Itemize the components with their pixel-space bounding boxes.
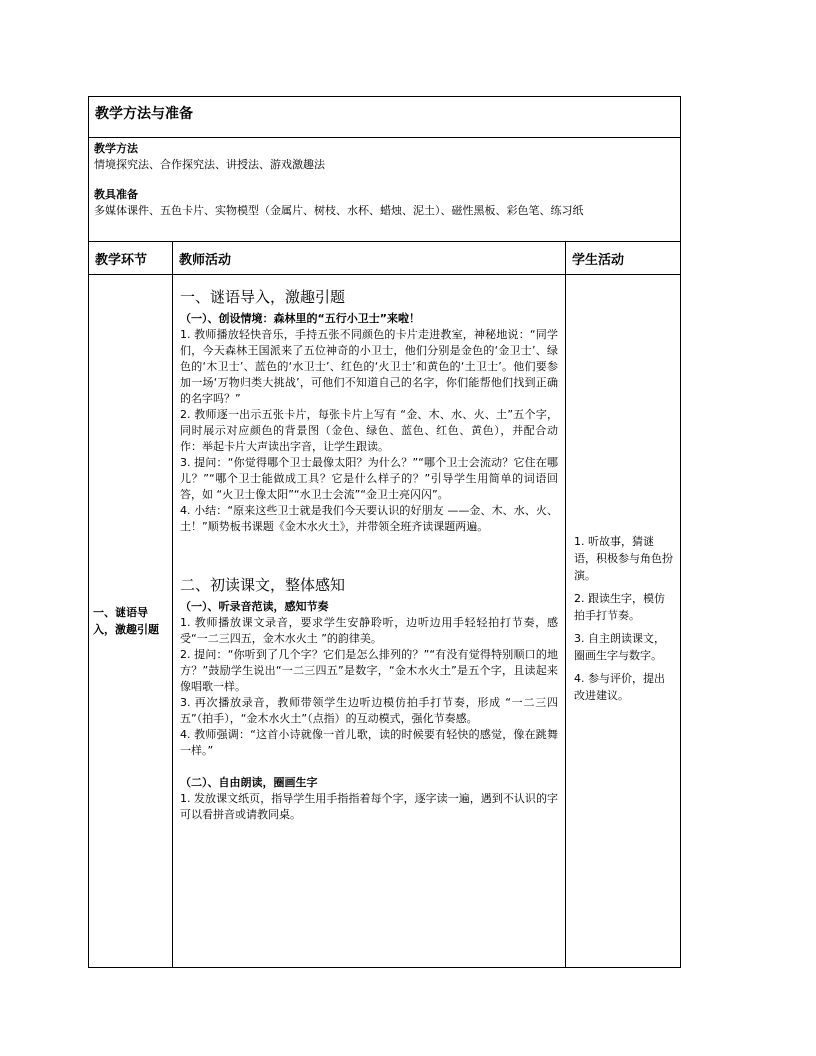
student-item: 1. 听故事，猜谜语，积极参与角色扮演。	[574, 534, 673, 582]
lesson-plan-table	[88, 96, 681, 968]
part1-item: 4. 小结：“原来这些卫士就是我们今天要认识的好朋友 ——金、木、水、火、土！”顺势板书课题《金木水火土》，并带领全班齐读课题两遍。	[180, 504, 558, 533]
preparation-cell	[89, 138, 681, 242]
student-item: 3. 自主朗读课文，圈画生字与数字。	[574, 631, 665, 662]
part1-item: 2. 教师逐一出示五张卡片，每张卡片上写有 “金、木、水、火、土”五个字，同时展示对应颜色的背景图（金色、绿色、蓝色、红色、黄色），并配合动作：举起卡片大声读出字音，让学生跟读。	[180, 408, 558, 453]
methods-text: 情境探究法、合作探究法、讲授法、游戏激趣法	[94, 158, 325, 171]
part2-sub2: （二）、自由朗读，圈画生字	[180, 776, 318, 789]
section-title: 教学方法与准备	[89, 97, 681, 138]
teacher-activity-cell	[173, 275, 566, 968]
part2-title: 二、初读课文，整体感知	[180, 576, 346, 594]
part2-sub1: （一）、听录音范读，感知节奏	[180, 600, 329, 613]
part2-item: 3. 再次播放录音，教师带领学生边听边模仿拍手打节奏，形成 “一二三四五”（拍手），“金木水火土”（点指）的互动模式，强化节奏感。	[180, 696, 558, 725]
part1-item: 3. 提问：“你觉得哪个卫士最像太阳？为什么？”“哪个卫士会流动？它住在哪儿？”“哪个卫士能做成工具？它是什么样子的？”引导学生用简单的词语回答，如 “火卫士像太阳”“水卫士会流”“金卫士亮闪闪”。	[180, 456, 558, 501]
header-segment: 教学环节	[89, 242, 173, 275]
tools-text: 多媒体课件、五色卡片、实物模型（金属片、树枝、水杯、蜡烛、泥土）、磁性黑板、彩色笔、练习纸	[94, 204, 584, 217]
part2-item: 1. 教师播放课文录音，要求学生安静聆听，边听边用手轻轻拍打节奏，感受“一二三四五，金木水火土 ”的韵律美。	[180, 616, 558, 645]
student-item: 2. 跟读生字，模仿拍手打节奏。	[574, 591, 665, 622]
methods-label: 教学方法	[94, 142, 138, 155]
segment-label: 一、谜语导入，激趣引题	[89, 275, 173, 968]
part2-item: 4. 教师强调：“这首小诗就像一首儿歌，读的时候要有轻快的感觉，像在跳舞一样。”	[180, 728, 558, 757]
part1-title: 一、谜语导入，激趣引题	[180, 288, 346, 306]
part1-sub1: （一）、创设情境：森林里的“五行小卫士”来啦！	[180, 312, 420, 325]
tools-label: 教具准备	[94, 188, 138, 201]
student-activity-cell	[566, 275, 681, 968]
lesson-plan-document	[88, 96, 680, 968]
header-teacher: 教师活动	[173, 242, 566, 275]
part2-item: 1. 发放课文纸页，指导学生用手指指着每个字，逐字读一遍，遇到不认识的字可以看拼音或请教同桌。	[180, 792, 558, 821]
part1-item: 1. 教师播放轻快音乐，手持五张不同颜色的卡片走进教室，神秘地说：“同学们，今天森林王国派来了五位神奇的小卫士，他们分别是金色的‘金卫士’、绿色的‘木卫士’、蓝色的‘水卫士’、红色的‘火卫士’和黄色的‘土卫士’。他们要参加一场‘万物归类大挑战’，可他们不知道自己的名字，你们能帮他们找到正确的名字吗？”	[180, 328, 558, 405]
part2-item: 2. 提问：“你听到了几个字？它们是怎么排列的？”“有没有觉得特别顺口的地方？”鼓励学生说出“一二三四五”是数字，“金木水火土”是五个字，且读起来像唱歌一样。	[180, 648, 558, 693]
header-student: 学生活动	[566, 242, 681, 275]
student-item: 4. 参与评价，提出改进建议。	[574, 671, 665, 702]
